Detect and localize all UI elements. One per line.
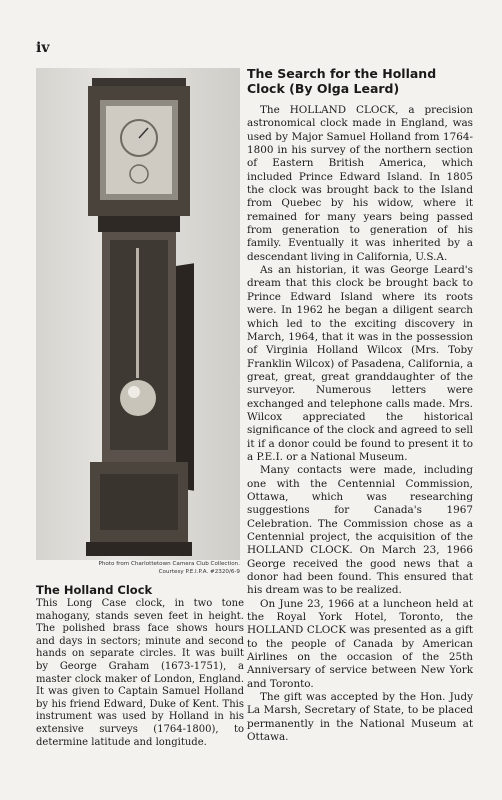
caption-courtesy: Courtesy P.E.I.P.A. #2320/6-9 xyxy=(158,569,240,575)
clock-photo xyxy=(36,68,240,560)
clock-illustration xyxy=(84,78,194,556)
article-paragraph: On June 23, 1966 at a luncheon held at the Royal York Hotel, Toronto, the HOLLAND CLOCK was presented as a gift to the people of Canada by American Airlines on the occasion of the 25th Anniversary of service between New York and Toronto. xyxy=(247,597,473,690)
sidebar-body: This Long Case clock, in two tone mahogany, stands seven feet in height. The polished brass face shows hours and days in sectors; minute and second hands on separate circles. It was built by George Graham (1673-1751), a master clock maker of London, England. It was given to Captain Samuel Holland by his friend Edward, Duke of Kent. This instrument was used by Holland in his extensive surveys (1764-1800), to determine latitude and longitude. xyxy=(36,598,244,748)
article-title: The Search for the Holland Clock (By Olga Leard) xyxy=(247,66,437,96)
article-paragraph: As an historian, it was George Leard's dream that this clock be brought back to Prince Edward Island where its roots were. In 1962 he began a diligent search which led to the exciting discovery in March, 1964, that it was in the possession of Virginia Holland Wilcox (Mrs. Toby Franklin Wilcox) of Pasadena, California, a great, great, great granddaughter of the surveyor. Numerous letters were exchanged and telephone calls made. Mrs. Wilcox appreciated the historical significance of the clock and agreed to sell it if a donor could be found to present it to a P.E.I. or a National Museum. xyxy=(247,264,473,463)
article-paragraph: The gift was accepted by the Hon. Judy La Marsh, Secretary of State, to be placed permanently in the National Museum at Ottawa. xyxy=(247,691,473,744)
caption-credit: Photo from Charlottetown Camera Club Collection. xyxy=(98,561,240,567)
page-number: iv xyxy=(36,40,50,56)
sidebar-article xyxy=(36,583,244,749)
article-paragraph: The HOLLAND CLOCK, a precision astronomical clock made in England, was used by Major Samuel Holland from 1764-1800 in his survey of the northern section of Eastern British America, which included Prince Edward Island. In 1805 the clock was brought back to the Island from Quebec by his widow, where it remained for many years being passed from generation to generation of his family. Eventually it was inherited by a descendant living in California, U.S.A. xyxy=(247,104,473,263)
article-paragraph: Many contacts were made, including one with the Centennial Commission, Ottawa, which was researching suggestions for Canada's 1967 Celebration. The Commission chose as a Centennial project, the acquisition of the HOLLAND CLOCK. On March 23, 1966 George received the good news that a donor had been found. This ensured that his dream was to be realized. xyxy=(247,464,473,597)
photo-caption xyxy=(36,560,240,576)
main-article xyxy=(247,66,473,745)
sidebar-heading: The Holland Clock xyxy=(36,583,153,597)
